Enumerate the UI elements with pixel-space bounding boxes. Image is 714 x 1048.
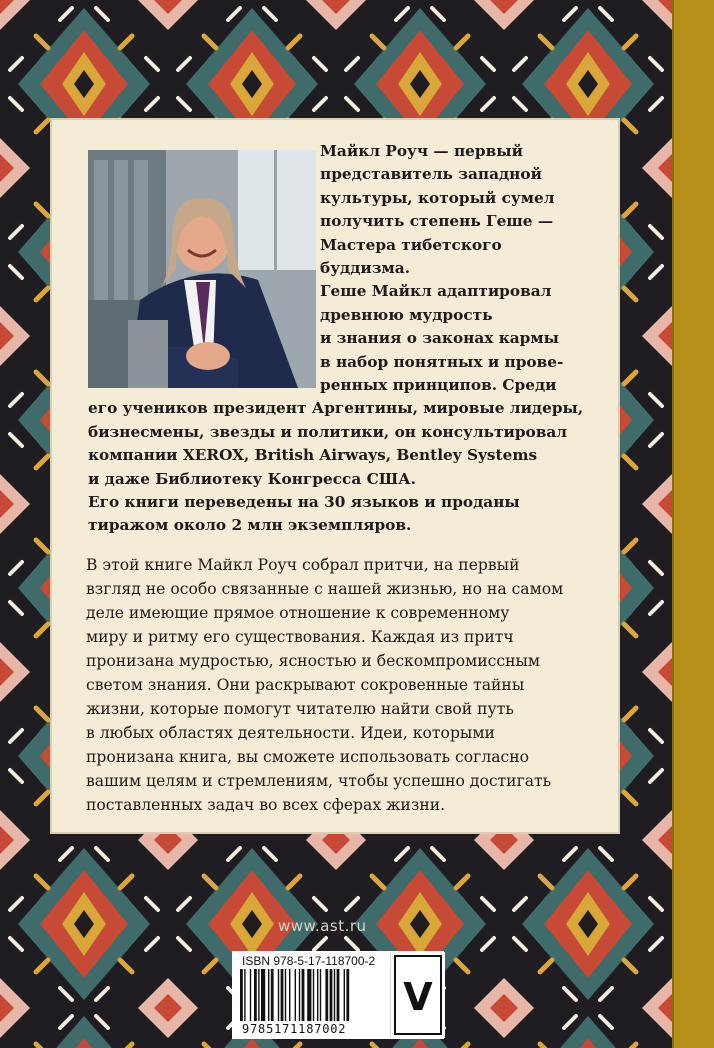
description-line: миру и ритму его существования. Каждая из притч — [86, 628, 514, 646]
barcode-bar — [244, 969, 245, 1021]
publisher-logo — [390, 952, 445, 1038]
barcode-bar — [281, 969, 284, 1021]
author-bio-line: буддизма. — [320, 259, 411, 277]
barcode-bar — [289, 969, 290, 1021]
barcode-number: 9785171187002 — [242, 1022, 347, 1036]
barcode-bar — [307, 969, 311, 1021]
author-bio-line: получить степень Геше — — [320, 212, 554, 231]
author-bio-line: древнюю мудрость — [320, 305, 493, 324]
barcode-bar — [278, 969, 279, 1021]
barcode-bar — [299, 969, 300, 1021]
author-bio-line: в набор понятных и прове- — [320, 352, 564, 371]
barcode-bar — [330, 969, 333, 1021]
text-panel — [52, 120, 618, 832]
barcode-bar — [337, 969, 340, 1021]
barcode-bar — [250, 969, 251, 1021]
description-line: светом знания. Они раскрывают сокровенные тайны — [86, 676, 525, 694]
barcode-bar — [313, 969, 314, 1021]
author-bio-line: компании XEROX, British Airways, Bentley Systems — [88, 446, 538, 465]
description-line: пронизана книга, вы сможете использовать согласно — [86, 748, 530, 766]
description-line: поставленных задач во всех сферах жизни. — [86, 796, 446, 814]
author-photo — [88, 150, 316, 388]
description-line: вашим целям и стремлениям, чтобы успешно достигать — [86, 772, 552, 790]
barcode-bar — [268, 969, 269, 1021]
description-line: взгляд не особо связанные с нашей жизнью, но на самом — [86, 580, 564, 598]
author-bio-line: тиражом около 2 млн экземпляров. — [88, 516, 412, 535]
barcode-bar — [334, 969, 335, 1021]
barcode-bar — [285, 969, 286, 1021]
author-bio-line: бизнесмены, звезды и политики, он консультировал — [88, 422, 568, 441]
author-bio-line: ренных принципов. Среди — [320, 376, 557, 394]
barcode-bar — [325, 969, 328, 1021]
book-description — [86, 553, 563, 817]
book-spine-edge — [672, 0, 714, 1048]
author-bio-line: культуры, который сумел — [320, 188, 555, 207]
barcode-bar — [317, 969, 318, 1021]
barcode-bar — [240, 969, 243, 1021]
barcode-bar — [295, 969, 296, 1021]
publisher-website: www.ast.ru — [278, 917, 367, 935]
author-bio-line: представитель западной — [320, 165, 542, 184]
description-line: В этой книге Майкл Роуч собрал притчи, на первый — [86, 556, 520, 574]
barcode-bar — [344, 969, 345, 1021]
barcode-bar — [320, 969, 321, 1021]
isbn-text: ISBN 978-5-17-118700-2 — [242, 954, 376, 968]
author-bio-line: и даже Библиотеку Конгресса США. — [88, 469, 416, 488]
description-line: деле имеющие прямое отношение к современному — [86, 604, 510, 622]
description-line: в любых областях деятельности. Идеи, которыми — [86, 724, 495, 742]
publisher-logo-letter: V — [403, 975, 433, 1019]
author-bio-line: его учеников президент Аргентины, мировые лидеры, — [88, 399, 584, 418]
barcode-bar — [271, 969, 274, 1021]
author-bio-line: Майкл Роуч — первый — [320, 142, 523, 160]
description-line: пронизана мудростью, ясностью и бескомпромиссным — [86, 652, 541, 670]
description-line: жизни, которые помогут читателю найти свой путь — [86, 700, 514, 718]
barcode-bar — [346, 969, 349, 1021]
author-bio-line: и знания о законах кармы — [320, 329, 559, 348]
barcode-bar — [254, 969, 257, 1021]
author-bio-line: Его книги переведены на 30 языков и проданы — [88, 493, 520, 511]
barcode-bar — [258, 969, 259, 1021]
author-bio-line: Мастера тибетского — [320, 235, 502, 254]
barcode-bar — [261, 969, 265, 1021]
author-bio-line: Геше Майкл адаптировал — [320, 282, 552, 301]
barcode-bar — [302, 969, 305, 1021]
barcode-bars — [240, 969, 390, 1021]
